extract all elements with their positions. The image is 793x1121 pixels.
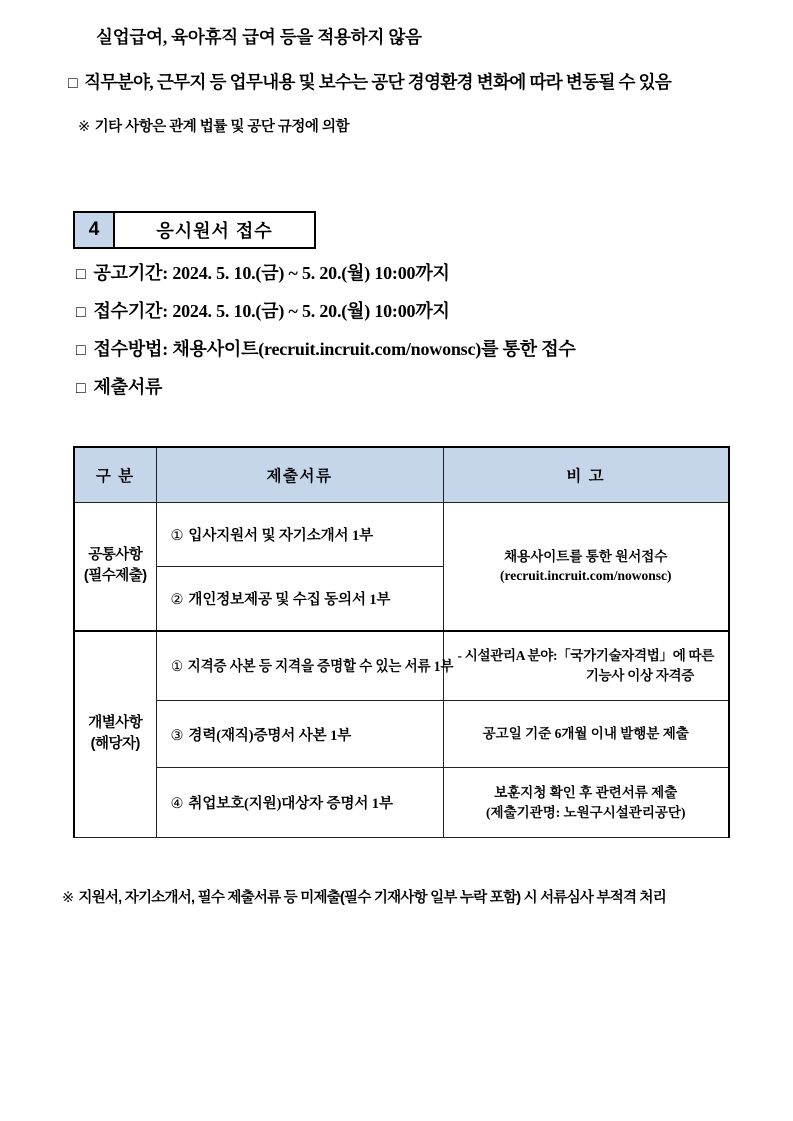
- square-bullet-icon: □: [76, 342, 86, 359]
- list-item: [76, 338, 793, 376]
- table-row: [74, 631, 729, 701]
- square-bullet-icon: □: [76, 304, 86, 321]
- remarks-line2: 기능사 이상 자격증: [585, 667, 694, 683]
- column-header-remarks: 비 고: [443, 447, 729, 503]
- remarks-cell: [443, 701, 729, 768]
- remarks-line2: (제출기관명: 노원구시설관리공단): [486, 804, 686, 820]
- square-bullet-icon: □: [76, 380, 86, 397]
- remarks-cell-common: [443, 503, 729, 631]
- top-bullet-text: 직무분야, 근무지 등 업무내용 및 보수는 공단 경영환경 변화에 따라 변동될 수 있음: [84, 71, 672, 92]
- table-row: [74, 503, 729, 567]
- remarks-cell: [443, 768, 729, 838]
- document-cell: [156, 768, 443, 838]
- footnote: [62, 886, 666, 907]
- list-item-text: 접수기간: 2024. 5. 10.(금) ~ 5. 20.(월) 10:00까지: [93, 301, 450, 321]
- list-item: [76, 376, 793, 414]
- bullet-item-list: [0, 262, 793, 414]
- section-title: 응시원서 접수: [115, 213, 314, 247]
- column-header-category: 구 분: [74, 447, 156, 503]
- footnote-text: 지원서, 자기소개서, 필수 제출서류 등 미제출(필수 기재사항 일부 누락 포함) 시 서류심사 부적격 처리: [78, 890, 667, 906]
- category-cell-individual: [74, 631, 156, 838]
- category-label-line2: (필수제출): [83, 568, 147, 585]
- submission-documents-table: [73, 446, 730, 838]
- list-item-text: 접수방법: 채용사이트(recruit.incruit.com/nowonsc)를 통한 접수: [93, 339, 576, 359]
- top-bullet-line: [68, 71, 793, 95]
- continuation-line: 실업급여, 육아휴직 급여 등을 적용하지 않음: [96, 27, 422, 47]
- document-text: 지격증 사본 등 지격을 증명할 수 있는 서류 1부: [187, 659, 453, 676]
- item-number: ④: [170, 796, 184, 812]
- remarks-line1: 보훈지청 확인 후 관련서류 제출: [494, 784, 678, 800]
- section-header: [73, 211, 316, 249]
- document-text: 취업보호(지원)대상자 증명서 1부: [188, 796, 393, 812]
- square-bullet-icon: □: [68, 74, 78, 92]
- document-cell: [156, 567, 443, 631]
- top-note-text: 기타 사항은 관계 법률 및 공단 규정에 의함: [94, 118, 349, 135]
- document-cell: [156, 631, 453, 701]
- reference-mark-icon: ※: [62, 890, 74, 906]
- square-bullet-icon: □: [76, 266, 86, 283]
- section-number-badge: 4: [75, 213, 115, 247]
- item-number: ③: [170, 727, 184, 744]
- top-note-line: [78, 115, 793, 136]
- table-row: [74, 701, 729, 768]
- list-item-text: 공고기간: 2024. 5. 10.(금) ~ 5. 20.(월) 10:00까지: [93, 263, 450, 283]
- item-number: ①: [170, 659, 183, 676]
- category-label-line1: 개별사항: [88, 714, 143, 731]
- document-cell: [156, 701, 443, 768]
- table-header-row: [74, 447, 729, 503]
- item-number: ①: [170, 528, 184, 544]
- category-label-line1: 공통사항: [88, 546, 143, 563]
- column-header-documents: 제출서류: [156, 447, 443, 503]
- remarks-line1: - 시설관리A 분야:「국가기술자격법」에 따른: [457, 647, 715, 663]
- reference-mark-icon: ※: [78, 118, 90, 135]
- list-item-text: 제출서류: [93, 377, 163, 397]
- list-item: [76, 262, 793, 300]
- top-text-block: [0, 26, 793, 136]
- document-text: 개인정보제공 및 수집 동의서 1부: [188, 591, 391, 608]
- document-text: 입사지원서 및 자기소개서 1부: [188, 528, 374, 544]
- remarks-line1: 공고일 기준 6개월 이내 발행분 제출: [482, 726, 689, 742]
- category-label-line2: (해당자): [90, 736, 140, 753]
- item-number: ②: [170, 591, 184, 608]
- document-text: 경력(재직)증명서 사본 1부: [188, 727, 352, 744]
- remarks-cell: [443, 631, 729, 701]
- list-item: [76, 300, 793, 338]
- category-cell-common: [74, 503, 156, 631]
- remarks-line2: (recruit.incruit.com/nowonsc): [500, 568, 672, 584]
- table-row: [74, 768, 729, 838]
- document-cell: [156, 503, 443, 567]
- remarks-line1: 채용사이트를 통한 원서접수: [504, 548, 668, 564]
